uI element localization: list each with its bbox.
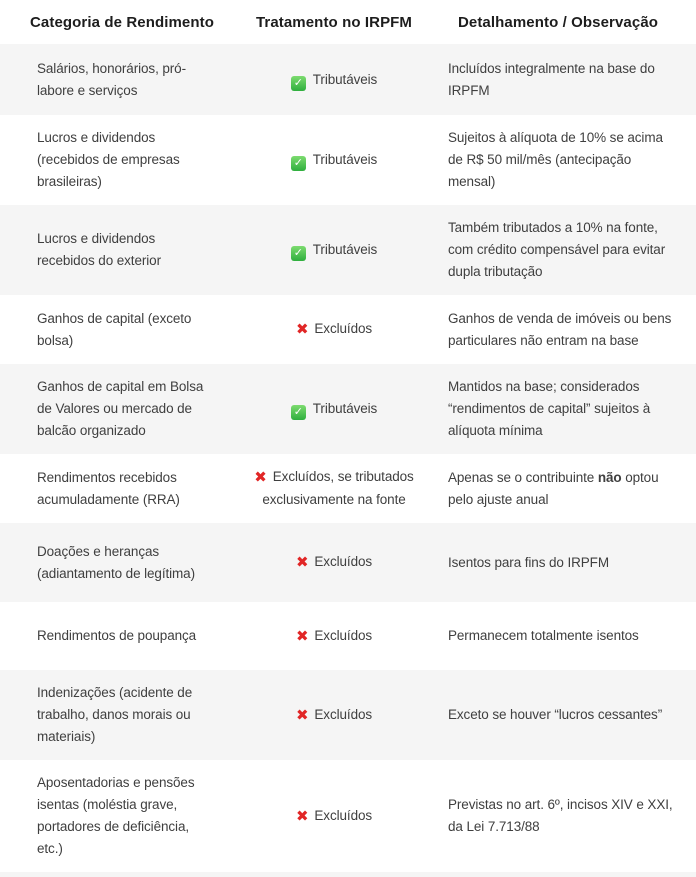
categoria-cell: Rendimentos de poupança	[37, 628, 197, 643]
table-row	[0, 523, 696, 602]
tratamento-cell	[248, 692, 420, 739]
detalhe-cell: Também tributados a 10% na fonte, com crédito compensável para evitar dupla tributação	[448, 220, 666, 279]
table-row	[0, 205, 696, 295]
detalhe-cell: Previstas no art. 6º, incisos XIV e XXI, da Lei 7.713/88	[448, 797, 673, 834]
tratamento-label: Tributáveis	[312, 152, 378, 167]
tratamento-label: Tributáveis	[312, 242, 378, 257]
tratamento-cell	[248, 57, 420, 103]
detalhe-cell: Sujeitos à alíquota de 10% se acima de R$ 50 mil/mês (antecipação mensal)	[448, 130, 663, 189]
detalhe-cell	[420, 455, 696, 523]
cross-icon: ✖	[295, 706, 309, 724]
categoria-cell: Aposentadorias e pensões isentas (moléstia grave, portadores de deficiência, etc.)	[37, 775, 195, 856]
table-row	[0, 670, 696, 760]
table-row	[0, 760, 696, 872]
tratamento-cell	[248, 793, 420, 840]
tratamento-label: Excluídos, se tributados exclusivamente na fonte	[262, 469, 414, 507]
categoria-cell: Doações e heranças (adiantamento de legítima)	[37, 543, 195, 581]
cross-icon: ✖	[295, 807, 309, 825]
categoria-cell: Lucros e dividendos recebidos do exterior	[37, 231, 161, 268]
tratamento-cell	[248, 227, 420, 273]
check-icon: ✓	[291, 156, 306, 171]
tratamento-cell	[248, 306, 420, 353]
detalhe-cell: Isentos para fins do IRPFM	[448, 554, 609, 570]
header-detalhamento: Detalhamento / Observação	[457, 13, 659, 31]
categoria-cell: Ganhos de capital (exceto bolsa)	[37, 310, 192, 348]
detalhe-text-bold: não	[597, 469, 622, 485]
header-tratamento: Tratamento no IRPFM	[255, 13, 413, 31]
categoria-cell: Ganhos de capital em Bolsa de Valores ou mercado de balcão organizado	[37, 379, 204, 438]
cross-icon: ✖	[295, 554, 309, 571]
table-row	[0, 364, 696, 454]
tratamento-label: Excluídos	[314, 807, 373, 823]
tratamento-label: Tributáveis	[312, 401, 378, 416]
tratamento-cell	[248, 137, 420, 183]
table-header-row	[0, 0, 696, 44]
detalhe-cell: Ganhos de venda de imóveis ou bens particulares não entram na base	[448, 310, 672, 348]
check-icon: ✓	[291, 405, 306, 420]
tratamento-cell	[248, 539, 420, 586]
cross-icon: ✖	[254, 469, 267, 486]
cross-icon: ✖	[295, 321, 309, 338]
check-icon: ✓	[291, 246, 306, 261]
table-row	[0, 44, 696, 115]
tratamento-label: Excluídos	[314, 706, 373, 722]
categoria-cell: Salários, honorários, pró-labore e serviços	[37, 60, 186, 98]
detalhe-text: optou pelo ajuste anual	[448, 469, 659, 507]
detalhe-cell: Mantidos na base; considerados “rendimentos de capital” sujeitos à alíquota mínima	[448, 379, 651, 438]
detalhe-text: Apenas se o contribuinte	[448, 469, 598, 485]
detalhe-cell: Incluídos integralmente na base do IRPFM	[448, 60, 655, 98]
table-row	[0, 115, 696, 205]
next-row-edge	[0, 872, 696, 877]
tratamento-label: Tributáveis	[312, 71, 378, 87]
categoria-cell: Lucros e dividendos (recebidos de empresas brasileiras)	[37, 130, 180, 189]
tratamento-label: Excluídos	[314, 627, 373, 643]
table-row	[0, 295, 696, 364]
categoria-cell: Rendimentos recebidos acumuladamente (RRA)	[37, 469, 180, 507]
categoria-cell: Indenizações (acidente de trabalho, danos morais ou materiais)	[37, 685, 193, 744]
detalhe-cell: Permanecem totalmente isentos	[448, 628, 639, 643]
tratamento-cell	[248, 454, 420, 523]
tratamento-cell	[248, 613, 420, 660]
check-icon: ✓	[291, 76, 306, 91]
tratamento-cell	[248, 386, 420, 432]
table-row	[0, 602, 696, 670]
detalhe-cell: Exceto se houver “lucros cessantes”	[448, 707, 663, 722]
header-categoria: Categoria de Rendimento	[30, 13, 214, 31]
cross-icon: ✖	[295, 627, 309, 645]
tratamento-label: Excluídos	[314, 554, 373, 569]
table-row	[0, 454, 696, 523]
tratamento-label: Excluídos	[314, 321, 373, 336]
